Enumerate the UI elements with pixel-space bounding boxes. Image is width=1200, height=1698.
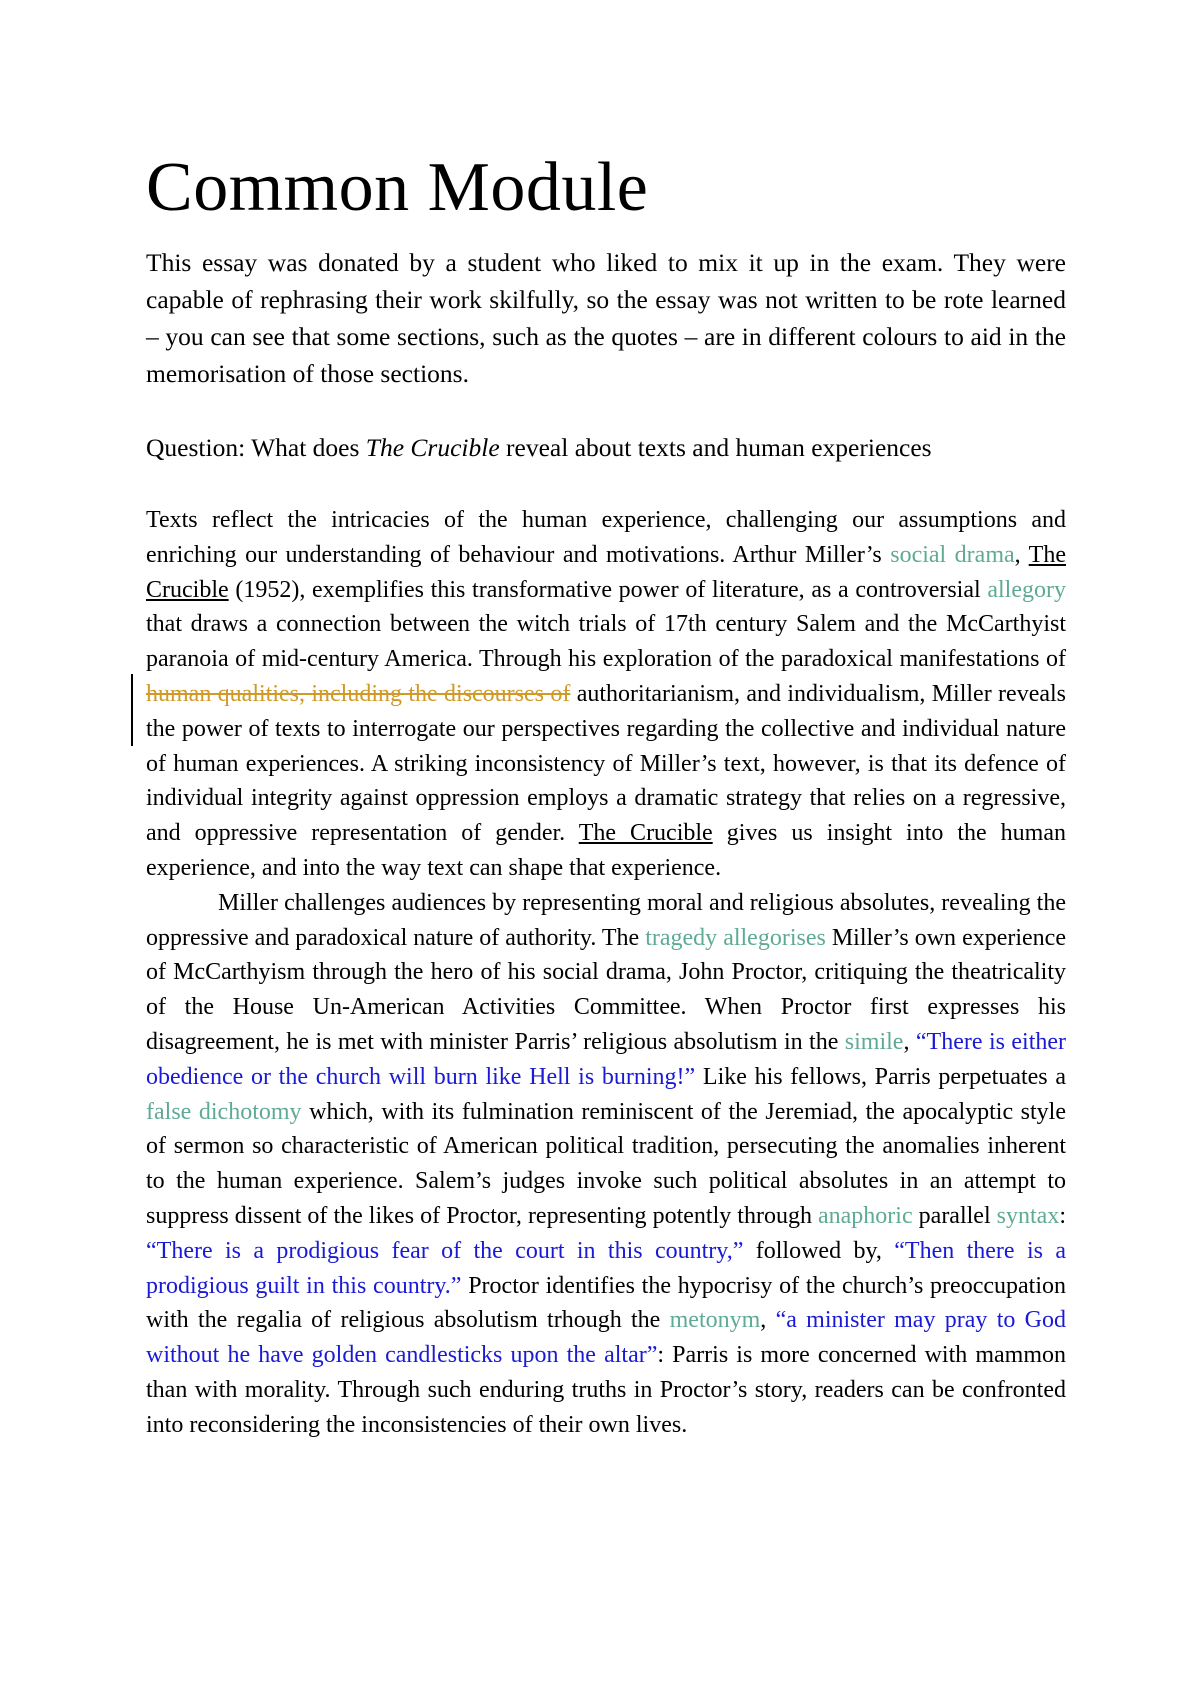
intro-paragraph: This essay was donated by a student who liked to mix it up in the exam. They were capable of rephrasing their work skilfully, so the essay was not written to be rote learned – you can see that some sections, such as the quotes – are in different colours to aid in the memorisation of those sections. — [146, 248, 1066, 388]
p2-text-4: Like his fellows, Parris perpetuates a — [695, 1063, 1067, 1090]
question-suffix: reveal about texts and human experiences — [499, 433, 932, 462]
literary-term-tragedy-allegorises: tragedy allegorises — [645, 924, 826, 951]
p2-text-3: , — [903, 1028, 916, 1055]
revision-change-bar — [131, 674, 133, 746]
essay-paragraph-2 — [146, 886, 1066, 1443]
p1-text-6: gives us insight into the human experience, and into the way text can shape that experience. — [146, 820, 1066, 881]
p2-text-11: : Parris is more concerned with mammon than with morality. Through such enduring truths in Proctor’s story, readers can be confronted into reconsidering the inconsistencies of their own lives. — [146, 1342, 1067, 1438]
p1-text-4: that draws a connection between the witch trials of 17th century Salem and the McCarthyist paranoia of mid-century America. Through his exploration of the paradoxical manifestations of — [146, 611, 1066, 673]
question-prefix: Question: What does — [146, 433, 366, 462]
quote-prodigious-fear: “There is a prodigious fear of the court in this country,” — [146, 1237, 744, 1264]
literary-term-simile: simile — [844, 1028, 904, 1055]
p1-text-2: , — [1014, 541, 1029, 568]
p1-text-5: authoritarianism, and individualism, Miller reveals the power of texts to interrogate our perspectives regarding the collective and individual nature of human experiences. A striking inconsistency of Miller’s text, however, is that its defence of individual integrity against oppression employs a dramatic strategy that relies on a regressive, and oppressive representation of gender. — [146, 680, 1067, 847]
literary-term-social-drama: social drama — [890, 541, 1015, 568]
p2-text-6: parallel — [912, 1202, 997, 1229]
document-page — [146, 148, 1066, 1443]
p2-text-5: which, with its fulmination reminiscent of the Jeremiad, the apocalyptic style of sermon so characteristic of American political tradition, persecuting the anomalies inherent to the human experience. Salem’s judges invoke such political absolutes in an attempt to suppress dissent of the likes of Proctor, representing potently through — [146, 1098, 1067, 1229]
document-title: Common Module — [146, 149, 649, 226]
p2-text-2: Miller’s own experience of McCarthyism through the hero of his social drama, John Proctor, critiquing the theatricality of the House Un-American Activities Committee. When Proctor first expresses his disagreement, he is met with minister Parris’ religious absolutism in the — [146, 924, 1066, 1055]
p2-text-10: , — [760, 1307, 776, 1334]
essay-paragraph-1 — [146, 503, 1066, 886]
quote-obedience: “There is either obedience or the church will burn like Hell is burning!” — [146, 1028, 1067, 1090]
literary-term-anaphoric: anaphoric — [818, 1202, 913, 1229]
p2-text-9: Proctor identifies the hypocrisy of the church’s preoccupation with the regalia of religious absolutism trhough the — [146, 1272, 1066, 1334]
p1-text-3: (1952), exemplifies this transformative power of literature, as a controversial — [228, 576, 988, 603]
literary-term-syntax: syntax — [996, 1202, 1060, 1229]
quote-prodigious-guilt: “Then there is a prodigious guilt in this country.” — [146, 1237, 1066, 1299]
p2-text-1: Miller challenges audiences by representing moral and religious absolutes, revealing the oppressive and paradoxical nature of authority. The — [146, 889, 1066, 951]
literary-term-allegory: allegory — [987, 576, 1066, 603]
p1-text-1: Texts reflect the intricacies of the human experience, challenging our assumptions and enriching our understanding of behaviour and motivations. Arthur Miller’s — [146, 507, 1066, 568]
p2-text-8: followed by, — [743, 1237, 895, 1264]
work-title-underlined: The Crucible — [146, 541, 1066, 603]
essay-question — [146, 429, 1066, 466]
quote-golden-candlesticks: “a minister may pray to God without he have golden candlesticks upon the altar” — [146, 1307, 1066, 1369]
p2-text-7: : — [1059, 1202, 1067, 1229]
struck-through-text: human qualities, including the discourses of — [146, 680, 571, 707]
work-title-underlined-2: The Crucible — [578, 820, 713, 847]
question-work-title: The Crucible — [365, 433, 500, 462]
literary-term-false-dichotomy: false dichotomy — [146, 1098, 302, 1125]
literary-term-metonym: metonym — [669, 1307, 761, 1334]
essay-body — [146, 503, 1066, 1443]
